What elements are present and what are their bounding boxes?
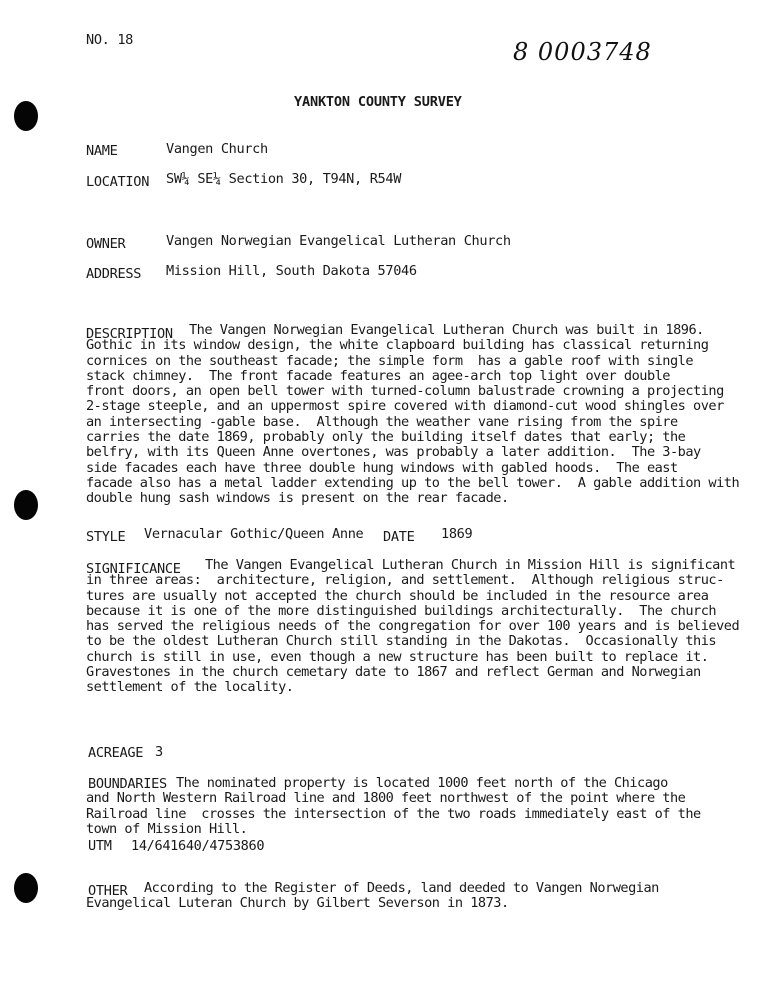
boundaries-text: The nominated property is located 1000 feet north of the Chicago and North Western Railroad line and 1800 feet northwest of the point where the Railroad line crosses the intersection of the two roads immediately east of the town of Mission Hill. [86,775,701,837]
date-label: DATE [383,529,415,545]
other-label: OTHER [88,883,128,899]
style-value: Vernacular Gothic/Queen Anne [144,526,364,542]
page-title: YANKTON COUNTY SURVEY [294,94,462,110]
punch-hole-top [14,101,38,131]
name-value: Vangen Church [166,141,268,157]
other-text: According to the Register of Deeds, land deeded to Vangen Norwegian Evangelical Luteran Church by Gilbert Severson in 1873. [86,880,659,912]
acreage-label: ACREAGE [88,745,144,761]
handwritten-id: 8 0003748 [513,38,652,66]
owner-value: Vangen Norwegian Evangelical Lutheran Church [166,233,511,249]
punch-hole-middle [14,490,38,520]
description-text: The Vangen Norwegian Evangelical Lutheran Church was built in 1896. Gothic in its window design, the white clapboard building has classical returning cornices on the southeast facade; the simple form has a gable roof with single stack chimney. The front facade features an agee-arch top light over double front doors, an open bell tower with turned-column balustrade crowning a projecting 2-stage steeple, and an uppermost spire covered with diamond-cut wood shingles over an intersecting -gable base. Although the weather vane rising from the spire carries the date 1869, probably only the building itself dates that early; the belfry, with its Queen Anne overtones, was probably a later addition. The 3-bay side facades each have three double hung windows with gabled hoods. The east facade also has a metal ladder extending up to the bell tower. A gable addition with double hung sash windows is present on the rear facade. [86,322,740,507]
owner-label: OWNER [86,236,126,252]
form-number: NO. 18 [86,32,134,48]
boundaries-label: BOUNDARIES [88,776,167,792]
style-label: STYLE [86,529,126,545]
utm-value: 14/641640/4753860 [131,838,265,854]
acreage-value: 3 [155,744,163,760]
address-value: Mission Hill, South Dakota 57046 [166,263,417,279]
significance-text: The Vangen Evangelical Lutheran Church in Mission Hill is significant in three areas: architecture, religion, and settlement. Although religious struc- tures are usually not accepted the church should be included in the resource area because it is one of the more distinguished buildings architecturally. The church has served the religious needs of the congregation for over 100 years and is believed to be the oldest Lutheran Church still standing in the Dakotas. Occasionally this church is still in use, even though a new structure has been built to replace it. Gravestones in the church cemetary date to 1867 and reflect German and Norwegian settlement of the locality. [86,557,740,696]
utm-label: UTM [88,838,112,854]
significance-label: SIGNIFICANCE [86,561,181,577]
description-label: DESCRIPTION [86,326,173,342]
location-value: SW¼ SE¼ Section 30, T94N, R54W [166,171,402,187]
address-label: ADDRESS [86,266,142,282]
date-value: 1869 [441,526,473,542]
punch-hole-bottom [14,873,38,903]
name-label: NAME [86,143,118,159]
location-label: LOCATION [86,174,150,190]
